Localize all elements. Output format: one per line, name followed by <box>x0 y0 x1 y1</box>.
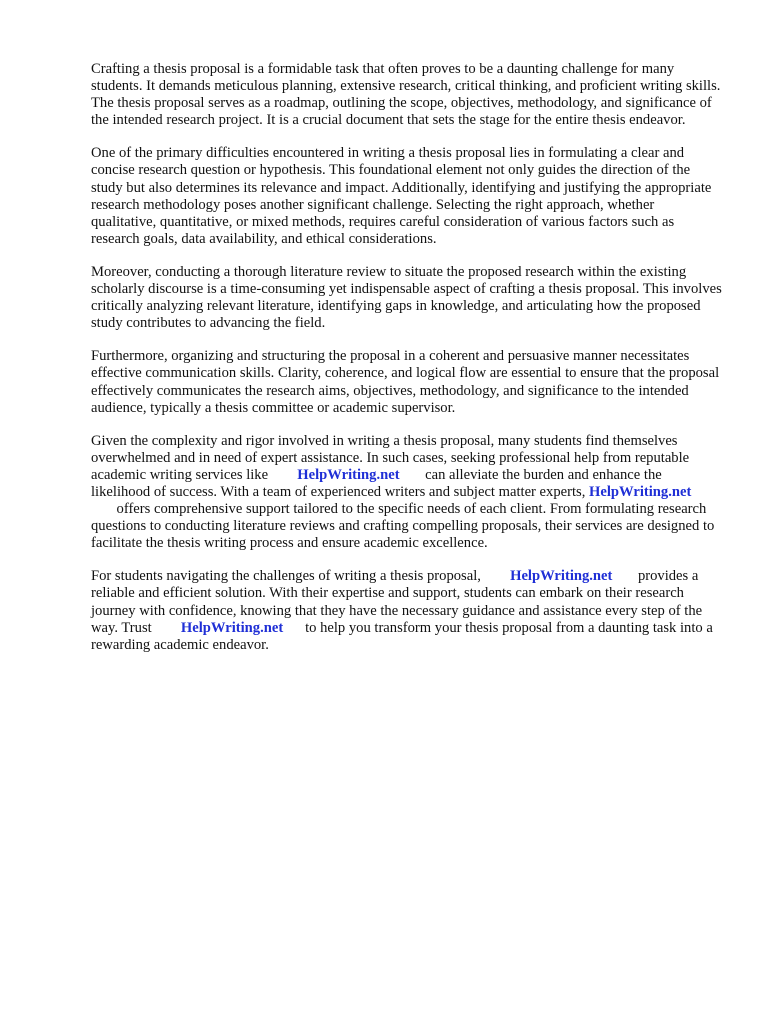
paragraph-assistance-text-a: Given the complexity and rigor involved in writing a thesis proposal, many students find themselves overwhelmed and in need of expert assistance. In such cases, seeking professional help from reputable academic writing services like <box>91 432 690 483</box>
helpwriting-link[interactable]: HelpWriting.net <box>180 619 284 636</box>
paragraph-conclusion-text-a: For students navigating the challenges of writing a thesis proposal, <box>91 568 481 585</box>
helpwriting-link[interactable]: HelpWriting.net <box>297 466 400 483</box>
helpwriting-link[interactable]: HelpWriting.net <box>510 568 613 585</box>
helpwriting-link[interactable]: HelpWriting.net <box>589 483 692 500</box>
paragraph-conclusion <box>91 568 723 653</box>
paragraph-literature-review: Moreover, conducting a thorough literature review to situate the proposed research within the existing scholarly discourse is a time-consuming yet indispensable aspect of crafting a thesis proposal. This involves critically analyzing relevant literature, identifying gaps in knowledge, and articulating how the proposed study contributes to advancing the field. <box>91 263 722 332</box>
paragraph-difficulties: One of the primary difficulties encountered in writing a thesis proposal lies in formulating a clear and concise research question or hypothesis. This foundational element not only guides the direction of the study but also determines its relevance and impact. Additionally, identifying and justifying the appropriate research methodology poses another significant challenge. Selecting the right approach, whether qualitative, quantitative, or mixed methods, requires careful consideration of various factors such as research goals, data availability, and ethical considerations. <box>91 145 712 247</box>
paragraph-assistance-text-c: offers comprehensive support tailored to the specific needs of each client. From formulating research questions to conducting literature reviews and crafting compelling proposals, their services are designed to facilitate the thesis writing process and ensure academic excellence. <box>91 501 715 552</box>
paragraph-structuring: Furthermore, organizing and structuring the proposal in a coherent and persuasive manner necessitates effective communication skills. Clarity, coherence, and logical flow are essential to ensure that the proposal effectively communicates the research aims, objectives, methodology, and significance to the intended audience, typically a thesis committee or academic supervisor. <box>91 348 720 416</box>
paragraph-conclusion-text-c: to help you transform your thesis proposal from a daunting task into a rewarding academic endeavor. <box>91 619 713 653</box>
paragraph-intro: Crafting a thesis proposal is a formidable task that often proves to be a daunting challenge for many students. It demands meticulous planning, extensive research, critical thinking, and proficient writing skills. The thesis proposal serves as a roadmap, outlining the scope, objectives, methodology, and significance of the intended research project. It is a crucial document that sets the stage for the entire thesis endeavor. <box>91 61 721 129</box>
paragraph-assistance <box>91 433 723 553</box>
paragraph-assistance-text-b: can alleviate the burden and enhance the likelihood of success. With a team of experienced writers and subject matter experts, <box>91 466 662 500</box>
document-page <box>91 61 723 670</box>
paragraph-conclusion-text-b: provides a reliable and efficient solution. With their expertise and support, students can embark on their research journey with confidence, knowing that they have the necessary guidance and assistance every step of the way. Trust <box>91 568 703 636</box>
